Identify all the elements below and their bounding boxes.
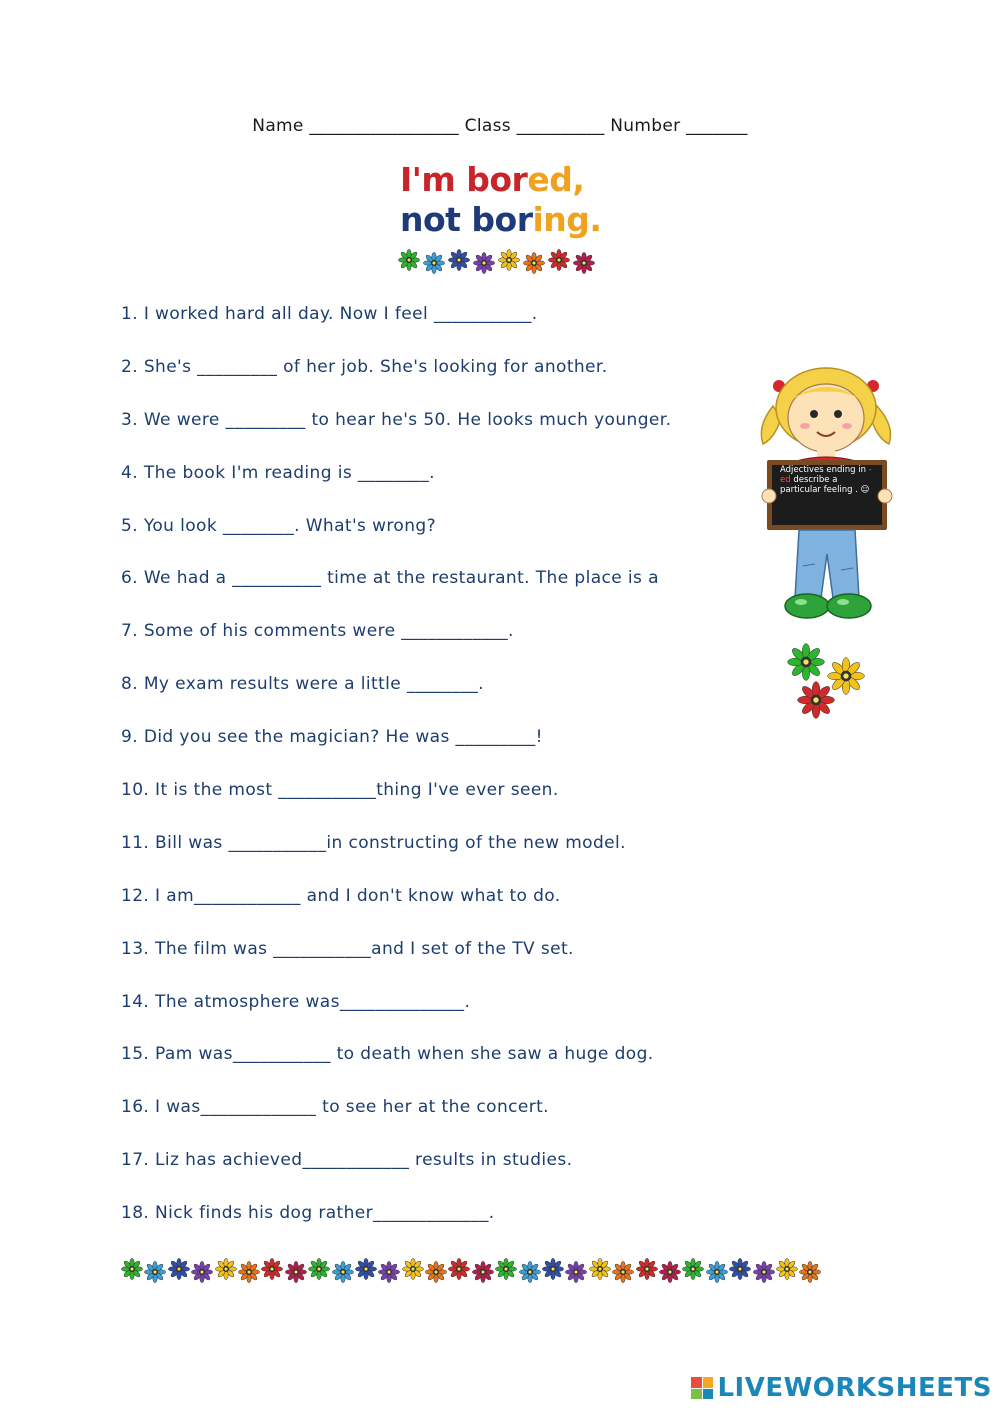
flower-icon — [495, 1258, 517, 1280]
title-line1-main: I'm bor — [400, 160, 528, 199]
question-item: 9. Did you see the magician? He was _________! — [121, 727, 543, 748]
flower-icon — [729, 1258, 751, 1280]
flower-icon — [589, 1258, 611, 1280]
question-item: 8. My exam results were a little ________. — [121, 674, 484, 695]
flower-icon — [448, 249, 470, 271]
logo-mark-icon — [691, 1377, 713, 1399]
flower-icon — [121, 1258, 143, 1280]
question-item: 2. She's _________ of her job. She's looking for another. — [121, 356, 608, 377]
flower-icon — [682, 1258, 704, 1280]
flower-icon — [308, 1258, 330, 1280]
flower-icon — [659, 1261, 681, 1283]
flower-icon — [573, 252, 595, 274]
flower-icon — [498, 249, 520, 271]
chalkboard-text-start: Adjectives ending in — [780, 465, 869, 475]
flower-icon — [636, 1258, 658, 1280]
question-item: 5. You look ________. What's wrong? — [121, 515, 437, 536]
flower-icon — [168, 1258, 190, 1280]
question-item: 10. It is the most ___________thing I've ever seen. — [121, 780, 559, 801]
question-item: 15. Pam was___________ to death when she saw a huge dog. — [121, 1044, 654, 1065]
flower-icon — [261, 1258, 283, 1280]
flower-icon — [798, 682, 835, 719]
flower-icon — [542, 1258, 564, 1280]
question-list — [121, 304, 761, 1256]
side-flower-cluster — [784, 640, 874, 725]
title-flower-border — [398, 248, 598, 274]
flower-icon — [423, 252, 445, 274]
question-item: 12. I am____________ and I don't know what to do. — [121, 885, 561, 906]
title-line2-main: not bor — [400, 200, 533, 239]
flower-icon — [472, 1261, 494, 1283]
flower-icon — [332, 1261, 354, 1283]
flower-icon — [565, 1261, 587, 1283]
question-item: 11. Bill was ___________in constructing of the new model. — [121, 832, 626, 853]
flower-icon — [612, 1261, 634, 1283]
flower-icon — [398, 249, 420, 271]
flower-icon — [776, 1258, 798, 1280]
question-item: 7. Some of his comments were ____________. — [121, 621, 514, 642]
title-line1-accent: ed, — [527, 160, 585, 199]
flower-icon — [425, 1261, 447, 1283]
student-info-line: Name _________________ Class __________ Number _______ — [252, 116, 748, 136]
flower-icon — [238, 1261, 260, 1283]
question-item: 1. I worked hard all day. Now I feel ___________. — [121, 304, 538, 324]
question-item: 6. We had a __________ time at the restaurant. The place is a — [121, 568, 659, 589]
liveworksheets-logo — [691, 1373, 992, 1403]
question-item: 13. The film was ___________and I set of the TV set. — [121, 938, 574, 959]
flower-icon — [448, 1258, 470, 1280]
girl-illustration — [755, 366, 900, 624]
flower-icon — [355, 1258, 377, 1280]
flower-icon — [285, 1261, 307, 1283]
question-item: 3. We were _________ to hear he's 50. He looks much younger. — [121, 409, 672, 430]
flower-icon — [402, 1258, 424, 1280]
flower-icon — [191, 1261, 213, 1283]
flower-icon — [473, 252, 495, 274]
chalkboard-note — [780, 465, 880, 495]
brand-name: LIVEWORKSHEETS — [717, 1373, 992, 1403]
question-item: 16. I was_____________ to see her at the concert. — [121, 1097, 549, 1118]
flower-icon — [828, 658, 865, 695]
flower-icon — [519, 1261, 541, 1283]
title-line2-accent: ing. — [532, 200, 602, 239]
worksheet-title — [400, 160, 615, 240]
flower-icon — [788, 644, 825, 681]
flower-icon — [799, 1261, 821, 1283]
question-item: 4. The book I'm reading is ________. — [121, 462, 435, 483]
flower-icon — [548, 249, 570, 271]
flower-icon — [215, 1258, 237, 1280]
flower-icon — [523, 252, 545, 274]
question-item: 17. Liz has achieved____________ results in studies. — [121, 1150, 573, 1171]
flower-icon — [378, 1261, 400, 1283]
chalkboard-text-accent: -ed — [780, 465, 872, 485]
chalkboard-text-end: describe a particular feeling . ☺ — [780, 475, 870, 495]
question-item: 18. Nick finds his dog rather_____________. — [121, 1203, 495, 1224]
question-item: 14. The atmosphere was______________. — [121, 991, 471, 1012]
flower-icon — [706, 1261, 728, 1283]
flower-icon — [144, 1261, 166, 1283]
flower-icon — [753, 1261, 775, 1283]
bottom-flower-border — [121, 1257, 823, 1283]
